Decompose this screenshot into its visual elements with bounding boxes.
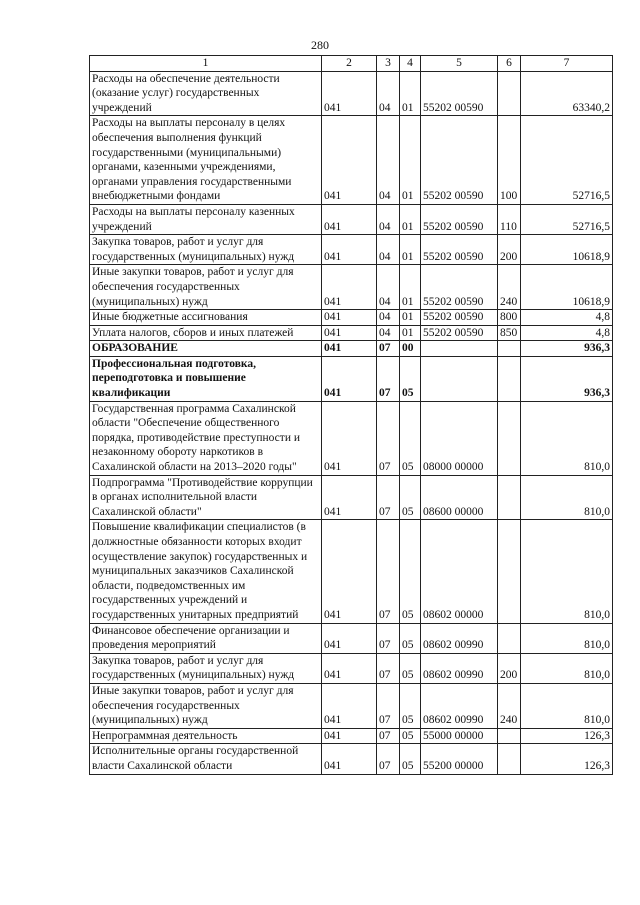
row-expense-type-cell: 200 [498, 235, 521, 265]
row-target-article-cell: 08600 00000 [421, 475, 498, 520]
row-section-cell: 04 [377, 265, 400, 310]
header-cell-adm: 2 [322, 56, 377, 72]
row-amount-cell: 810,0 [521, 520, 613, 623]
row-name-cell: Закупка товаров, работ и услуг для государственных (муниципальных) нужд [90, 653, 322, 683]
row-name-cell: Государственная программа Сахалинской области "Обеспечение общественного порядка, противодействие преступности и незаконному обороту наркотиков в Сахалинской области на 2013–2020 годы" [90, 401, 322, 475]
table-row [90, 520, 613, 623]
row-subsection-cell: 00 [400, 341, 421, 357]
row-section-cell: 04 [377, 204, 400, 234]
row-section-cell: 07 [377, 401, 400, 475]
row-amount-cell: 126,3 [521, 744, 613, 774]
row-amount-cell: 4,8 [521, 325, 613, 341]
row-name-cell: Исполнительные органы государственной власти Сахалинской области [90, 744, 322, 774]
header-cell-name: 1 [90, 56, 322, 72]
header-cell-target-article: 5 [421, 56, 498, 72]
row-target-article-cell [421, 341, 498, 357]
table-row [90, 475, 613, 520]
table-row [90, 401, 613, 475]
row-amount-cell: 810,0 [521, 401, 613, 475]
row-amount-cell: 10618,9 [521, 265, 613, 310]
table-row [90, 356, 613, 401]
row-expense-type-cell [498, 341, 521, 357]
row-adm-cell: 041 [322, 341, 377, 357]
row-subsection-cell: 01 [400, 71, 421, 116]
row-adm-cell: 041 [322, 310, 377, 326]
row-subsection-cell: 01 [400, 310, 421, 326]
row-expense-type-cell [498, 728, 521, 744]
row-adm-cell: 041 [322, 653, 377, 683]
table-row [90, 341, 613, 357]
row-subsection-cell: 05 [400, 401, 421, 475]
row-name-cell: Иные закупки товаров, работ и услуг для обеспечения государственных (муниципальных) нужд [90, 683, 322, 728]
table-row [90, 116, 613, 205]
row-subsection-cell: 01 [400, 235, 421, 265]
row-adm-cell: 041 [322, 683, 377, 728]
table-row [90, 683, 613, 728]
row-adm-cell: 041 [322, 204, 377, 234]
row-section-cell: 07 [377, 475, 400, 520]
row-section-cell: 07 [377, 520, 400, 623]
row-name-cell: Расходы на обеспечение деятельности (оказание услуг) государственных учреждений [90, 71, 322, 116]
row-section-cell: 07 [377, 728, 400, 744]
row-name-cell: Финансовое обеспечение организации и проведения мероприятий [90, 623, 322, 653]
row-name-cell: Непрограммная деятельность [90, 728, 322, 744]
row-name-cell: Иные бюджетные ассигнования [90, 310, 322, 326]
row-target-article-cell: 55202 00590 [421, 310, 498, 326]
row-section-cell: 07 [377, 356, 400, 401]
row-amount-cell: 936,3 [521, 356, 613, 401]
row-target-article-cell: 08602 00000 [421, 520, 498, 623]
row-subsection-cell: 05 [400, 623, 421, 653]
row-section-cell: 07 [377, 341, 400, 357]
row-expense-type-cell: 110 [498, 204, 521, 234]
table-row [90, 325, 613, 341]
header-cell-section: 3 [377, 56, 400, 72]
row-adm-cell: 041 [322, 623, 377, 653]
row-section-cell: 04 [377, 325, 400, 341]
row-expense-type-cell: 240 [498, 683, 521, 728]
row-amount-cell: 810,0 [521, 653, 613, 683]
row-adm-cell: 041 [322, 116, 377, 205]
row-amount-cell: 936,3 [521, 341, 613, 357]
row-name-cell: Расходы на выплаты персоналу в целях обеспечения выполнения функций государственными (муниципальными) органами, казенными учреждениями, органами управления государственными внебюджетными фондами [90, 116, 322, 205]
row-adm-cell: 041 [322, 520, 377, 623]
row-subsection-cell: 01 [400, 325, 421, 341]
row-target-article-cell: 55200 00000 [421, 744, 498, 774]
header-cell-expense-type: 6 [498, 56, 521, 72]
row-target-article-cell: 55202 00590 [421, 204, 498, 234]
row-expense-type-cell [498, 356, 521, 401]
table-header-row [90, 56, 613, 72]
row-section-cell: 04 [377, 310, 400, 326]
row-target-article-cell: 55202 00590 [421, 71, 498, 116]
row-adm-cell: 041 [322, 744, 377, 774]
row-expense-type-cell [498, 744, 521, 774]
row-expense-type-cell [498, 401, 521, 475]
row-amount-cell: 810,0 [521, 623, 613, 653]
row-target-article-cell: 55202 00590 [421, 235, 498, 265]
row-subsection-cell: 05 [400, 475, 421, 520]
row-subsection-cell: 05 [400, 683, 421, 728]
row-section-cell: 04 [377, 71, 400, 116]
row-target-article-cell: 08602 00990 [421, 683, 498, 728]
table-row [90, 728, 613, 744]
row-name-cell: Закупка товаров, работ и услуг для государственных (муниципальных) нужд [90, 235, 322, 265]
row-amount-cell: 10618,9 [521, 235, 613, 265]
row-name-cell: Повышение квалификации специалистов (в должностные обязанности которых входит осуществление закупок) государственных и муниципальных заказчиков Сахалинской области, подведомственных им государственных учреждений и государственных унитарных предприятий [90, 520, 322, 623]
row-subsection-cell: 05 [400, 744, 421, 774]
row-adm-cell: 041 [322, 475, 377, 520]
table-row [90, 265, 613, 310]
row-subsection-cell: 01 [400, 204, 421, 234]
row-section-cell: 07 [377, 623, 400, 653]
row-subsection-cell: 05 [400, 356, 421, 401]
row-target-article-cell: 08000 00000 [421, 401, 498, 475]
row-target-article-cell: 08602 00990 [421, 623, 498, 653]
row-expense-type-cell [498, 71, 521, 116]
row-adm-cell: 041 [322, 265, 377, 310]
row-expense-type-cell: 850 [498, 325, 521, 341]
row-subsection-cell: 05 [400, 520, 421, 623]
table-row [90, 310, 613, 326]
table-row [90, 653, 613, 683]
row-name-cell: Уплата налогов, сборов и иных платежей [90, 325, 322, 341]
table-row [90, 235, 613, 265]
page-number: 280 [311, 38, 329, 52]
row-subsection-cell: 01 [400, 116, 421, 205]
row-section-cell: 07 [377, 744, 400, 774]
row-amount-cell: 52716,5 [521, 204, 613, 234]
row-subsection-cell: 05 [400, 728, 421, 744]
row-subsection-cell: 05 [400, 653, 421, 683]
table-row [90, 744, 613, 774]
row-expense-type-cell: 800 [498, 310, 521, 326]
row-amount-cell: 810,0 [521, 683, 613, 728]
row-section-cell: 07 [377, 653, 400, 683]
row-section-cell: 07 [377, 683, 400, 728]
row-expense-type-cell: 240 [498, 265, 521, 310]
row-adm-cell: 041 [322, 71, 377, 116]
row-amount-cell: 810,0 [521, 475, 613, 520]
header-cell-amount: 7 [521, 56, 613, 72]
row-name-cell: ОБРАЗОВАНИЕ [90, 341, 322, 357]
row-subsection-cell: 01 [400, 265, 421, 310]
row-target-article-cell: 55202 00590 [421, 325, 498, 341]
row-expense-type-cell: 100 [498, 116, 521, 205]
table-row [90, 71, 613, 116]
row-expense-type-cell [498, 520, 521, 623]
row-expense-type-cell [498, 623, 521, 653]
row-target-article-cell: 55000 00000 [421, 728, 498, 744]
row-expense-type-cell: 200 [498, 653, 521, 683]
row-target-article-cell: 55202 00590 [421, 265, 498, 310]
row-name-cell: Профессиональная подготовка, переподготовка и повышение квалификации [90, 356, 322, 401]
table-row [90, 623, 613, 653]
row-name-cell: Расходы на выплаты персоналу казенных учреждений [90, 204, 322, 234]
row-adm-cell: 041 [322, 728, 377, 744]
row-adm-cell: 041 [322, 401, 377, 475]
row-adm-cell: 041 [322, 325, 377, 341]
row-target-article-cell: 55202 00590 [421, 116, 498, 205]
row-name-cell: Подпрограмма "Противодействие коррупции в органах исполнительной власти Сахалинской области" [90, 475, 322, 520]
row-amount-cell: 63340,2 [521, 71, 613, 116]
header-cell-subsection: 4 [400, 56, 421, 72]
row-target-article-cell: 08602 00990 [421, 653, 498, 683]
row-amount-cell: 52716,5 [521, 116, 613, 205]
row-section-cell: 04 [377, 116, 400, 205]
table-row [90, 204, 613, 234]
row-adm-cell: 041 [322, 356, 377, 401]
row-amount-cell: 126,3 [521, 728, 613, 744]
row-name-cell: Иные закупки товаров, работ и услуг для обеспечения государственных (муниципальных) нужд [90, 265, 322, 310]
row-target-article-cell [421, 356, 498, 401]
budget-table [89, 55, 613, 775]
row-amount-cell: 4,8 [521, 310, 613, 326]
row-section-cell: 04 [377, 235, 400, 265]
row-adm-cell: 041 [322, 235, 377, 265]
row-expense-type-cell [498, 475, 521, 520]
